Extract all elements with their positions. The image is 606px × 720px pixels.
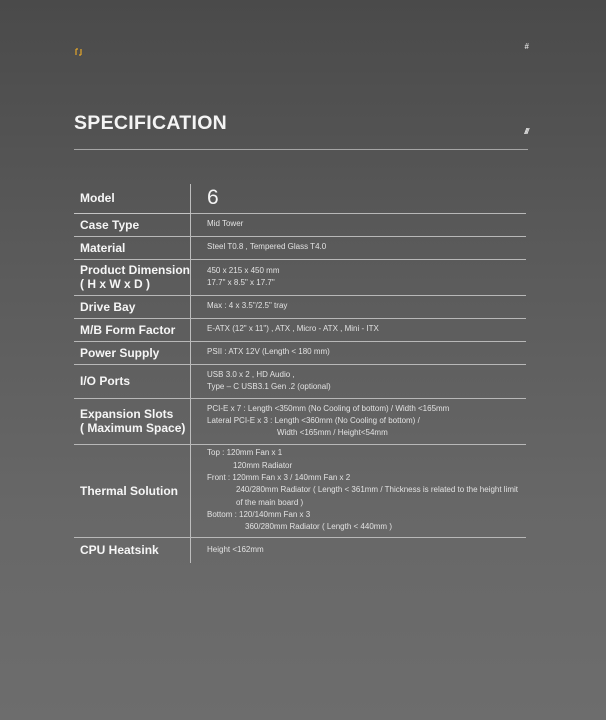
corner-mark-right: # — [524, 42, 529, 51]
spec-label: CPU Heatsink — [74, 537, 191, 563]
spec-label: Thermal Solution — [74, 444, 191, 537]
spec-value: Steel T0.8 , Tempered Glass T4.0 — [191, 236, 527, 259]
specification-table — [74, 184, 526, 563]
spec-value-line: 17.7" x 8.5" x 17.7" — [207, 278, 275, 287]
spec-label: I/O Ports — [74, 364, 191, 398]
spec-value-line: Top : 120mm Fan x 1 — [207, 448, 283, 458]
spec-value-line: 360/280mm Radiator ( Length < 440mm ) — [245, 522, 392, 532]
spec-value: E-ATX (12" x 11") , ATX , Micro - ATX , Mini - ITX — [191, 318, 527, 341]
spec-row-model — [74, 184, 526, 213]
spec-label-line: Expansion Slots — [80, 407, 174, 421]
spec-label: Material — [74, 236, 191, 259]
spec-row-cpu-heatsink — [74, 537, 526, 563]
spec-row-material — [74, 236, 526, 259]
corner-mark-left — [75, 43, 82, 51]
spec-value — [191, 364, 527, 398]
spec-label: Case Type — [74, 213, 191, 236]
spec-value — [191, 259, 527, 295]
spec-value: PSII : ATX 12V (Length < 180 mm) — [191, 341, 527, 364]
spec-label-line: ( H x W x D ) — [80, 277, 151, 291]
spec-row-io-ports — [74, 364, 526, 398]
spec-label: Model — [74, 184, 191, 213]
spec-value-line: PCI-E x 7 : Length <350mm (No Cooling of bottom) / Width <165mm — [207, 403, 450, 413]
spec-row-expansion-slots — [74, 398, 526, 444]
spec-row-thermal-solution — [74, 444, 526, 537]
spec-value-line: USB 3.0 x 2 , HD Audio , — [207, 369, 295, 379]
spec-label — [74, 259, 191, 295]
spec-value-line: 450 x 215 x 450 mm — [207, 265, 280, 275]
spec-row-dimension — [74, 259, 526, 295]
spec-row-case-type — [74, 213, 526, 236]
spec-row-power-supply — [74, 341, 526, 364]
spec-label-line: Product Dimension — [80, 263, 191, 277]
spec-label-line: ( Maximum Space) — [80, 421, 186, 435]
spec-label: Power Supply — [74, 341, 191, 364]
spec-label: Drive Bay — [74, 295, 191, 318]
spec-value-line: Width <165mm / Height<54mm — [277, 428, 388, 438]
spec-value-line: Bottom : 120/140mm Fan x 3 — [207, 509, 311, 519]
spec-value: Max : 4 x 3.5"/2.5" tray — [191, 295, 527, 318]
title-decoration: /// — [524, 127, 528, 136]
title-divider — [74, 149, 528, 150]
spec-value-line: Lateral PCI-E x 3 : Length <360mm (No Cooling of bottom) / — [207, 415, 420, 425]
spec-value-line: 120mm Radiator — [233, 460, 293, 470]
spec-value: 6 — [191, 184, 527, 213]
spec-label: M/B Form Factor — [74, 318, 191, 341]
spec-value — [191, 444, 527, 537]
spec-value: Height <162mm — [207, 545, 264, 555]
spec-label — [74, 398, 191, 444]
spec-value-line: Type – C USB3.1 Gen .2 (optional) — [207, 382, 331, 391]
spec-row-drive-bay — [74, 295, 526, 318]
corner-bracket-icon — [75, 48, 82, 56]
page-title: SPECIFICATION — [74, 112, 228, 134]
spec-row-mb-form-factor — [74, 318, 526, 341]
spec-value-line: 240/280mm Radiator ( Length < 361mm / Thickness is related to the height limit of the main board ) — [236, 485, 519, 507]
spec-value — [191, 398, 527, 444]
spec-value: Mid Tower — [191, 213, 527, 236]
spec-value-line: Front : 120mm Fan x 3 / 140mm Fan x 2 — [207, 473, 351, 483]
